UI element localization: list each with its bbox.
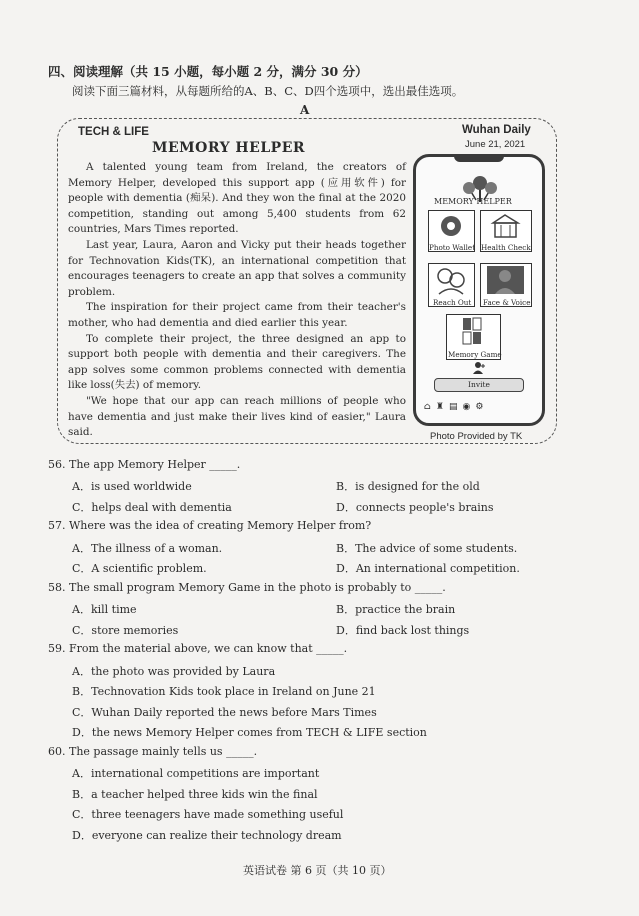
question-number: 59. [48,642,66,655]
option-a: A．the photo was provided by Laura [72,665,276,678]
article-paragraph: A talented young team from Ireland, the creators of Memory Helper, developed this support app (应用软件) for people with dementia (痴呆). And they won the final at the 2020 competition, standing out among 5,400 students from 62 countries, Mars Times reported. [68,161,406,236]
option-c: C．Wuhan Daily reported the news before Mars Times [72,706,377,719]
settings-icon: ⚙ [475,402,489,412]
card-game-icon [447,315,499,349]
camera-icon [429,211,473,241]
phone-nav-bar [424,402,534,412]
option-d: D．An international competition. [336,562,520,575]
article-headline: MEMORY HELPER [152,140,306,156]
hospital-icon [481,211,530,241]
question-stem: The passage mainly tells us _____. [69,745,258,758]
question-stem: Where was the idea of creating Memory Helper from? [69,519,372,532]
option-d: D．everyone can realize their technology dream [72,829,342,842]
people-icon [429,264,473,296]
phone-app-title: MEMORY HELPER [434,197,512,206]
shirt-icon: ♜ [435,402,449,412]
question-stem: The small program Memory Game in the photo is probably to _____. [69,581,446,594]
question-number: 58. [48,581,66,594]
option-b: B．is designed for the old [336,480,480,493]
question-number: 60. [48,745,66,758]
home-icon: ⌂ [424,402,436,412]
phone-notch [454,155,504,162]
article-paragraph: The inspiration for their project came from their teacher's mother, who had dementia and died earlier this year. [68,301,406,329]
question-60 [48,745,257,758]
portrait-icon [481,264,530,296]
article-body [68,160,406,441]
option-b: B．The advice of some students. [336,542,518,555]
option-d: D．connects people's brains [336,501,494,514]
option-b: B．Technovation Kids took place in Ireland on June 21 [72,685,376,698]
option-b: B．practice the brain [336,603,456,616]
article-paragraph: "We hope that our app can reach millions of people who have dementia and just make their lives kind of easier," Laura said. [68,394,406,439]
option-a: A．is used worldwide [72,480,192,493]
option-a: A．international competitions are important [72,767,320,780]
section-title: 四、阅读理解（共 15 小题，每小题 2 分，满分 30 分） [48,64,368,79]
article-paragraph: Last year, Laura, Aaron and Vicky put their heads together for Technovation Kids(TK), an international competition that encourages teenagers to create an app that solves a community problem. [68,238,406,298]
tile-label: Face & Voice [483,298,531,307]
question-58 [48,581,446,594]
tile-label: Photo Wallet [429,243,476,252]
photo-credit: Photo Provided by TK [430,431,523,442]
newspaper-name: Wuhan Daily [462,124,531,136]
option-c: C．helps deal with dementia [72,501,232,514]
section-instruction: 阅读下面三篇材料，从每题所给的A、B、C、D四个选项中，选出最佳选项。 [72,84,464,98]
option-a: A．The illness of a woman. [72,542,223,555]
record-icon: ◉ [462,402,476,412]
option-c: C．three teenagers have made something useful [72,808,344,821]
option-a: A．kill time [72,603,137,616]
option-d: D．find back lost things [336,624,470,637]
question-stem: From the material above, we can know that _____. [69,642,348,655]
question-number: 56. [48,458,66,471]
option-c: C．store memories [72,624,179,637]
newspaper-date: June 21, 2021 [465,139,526,150]
option-b: B．a teacher helped three kids win the final [72,788,318,801]
question-stem: The app Memory Helper _____. [69,458,241,471]
tile-label: Health Check [481,243,531,252]
document-icon: ▤ [448,402,463,412]
article-section-name: TECH & LIFE [78,126,149,138]
question-59 [48,642,347,655]
article-paragraph: To complete their project, the three designed an app to support both people with dementia and their caregivers. The app solves some common problems connected with dementia like loss(失去) of memory. [68,332,406,392]
option-d: D．the news Memory Helper comes from TECH & LIFE section [72,726,427,739]
tile-label: Reach Out [433,298,472,307]
invite-button: Invite [434,378,524,392]
question-number: 57. [48,519,66,532]
add-user-icon [472,361,486,375]
question-57 [48,519,371,532]
question-56 [48,458,240,471]
passage-label: A [300,103,310,117]
option-c: C．A scientific problem. [72,562,207,575]
page-footer: 英语试卷 第 6 页（共 10 页） [243,864,392,877]
tile-label: Memory Game [448,350,502,359]
